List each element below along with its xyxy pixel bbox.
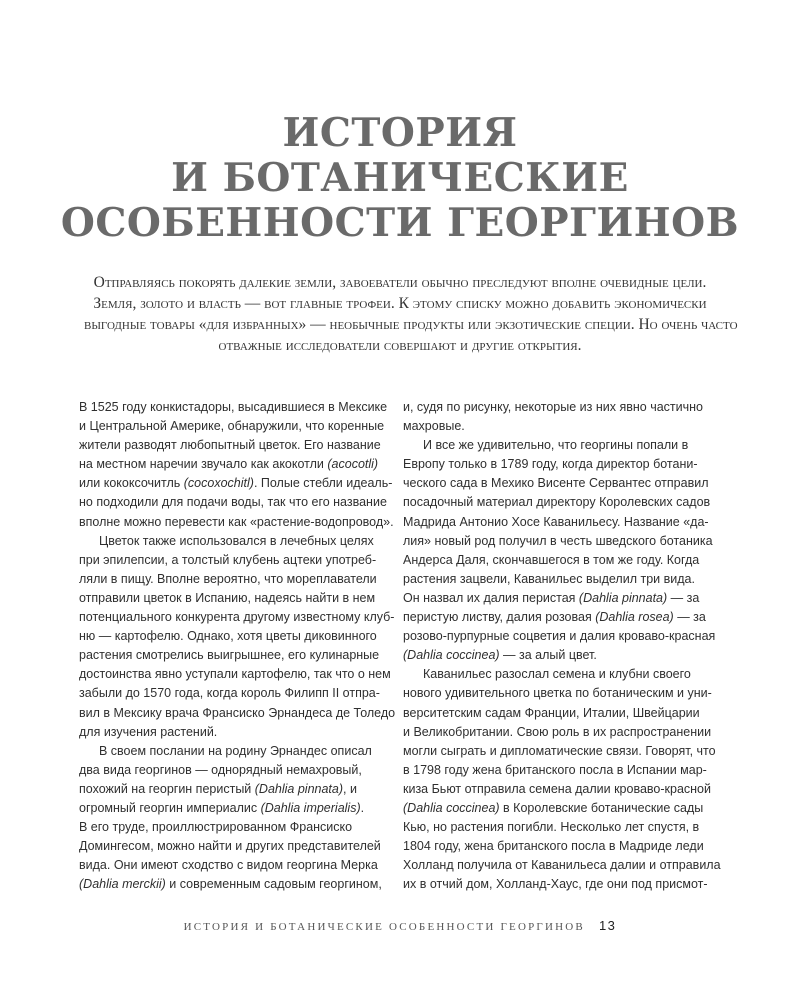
text-line: [79, 761, 384, 780]
lead-line-3: выгодные товары «для избранных» — необычные продукты или экзотические специи. Но очень часто: [84, 316, 738, 333]
text-run: Андерса Даля, скончавшегося в том же году. Когда: [403, 552, 700, 567]
body-column-left: [79, 398, 396, 894]
text-line: [79, 818, 384, 837]
title-line-1: ИСТОРИЯ: [282, 110, 518, 157]
text-line: [79, 875, 384, 894]
text-line: [403, 551, 708, 570]
text-run: махровые.: [403, 419, 465, 434]
text-line: [403, 723, 712, 742]
title-line-3: ОСОБЕННОСТИ ГЕОРГИНОВ: [60, 200, 740, 247]
text-run: . Полые стебли идеаль-: [253, 476, 393, 491]
text-run: вполне можно перевести как «растение-водопровод».: [79, 514, 394, 529]
lead-line-4: отважные исследователи совершают и другие открытия.: [218, 337, 582, 354]
text-line: [79, 513, 394, 532]
text-run: Домингесом, можно найти и других представителей: [79, 839, 381, 854]
text-line: [403, 646, 708, 665]
text-run: В 1525 году конкистадоры, высадившиеся в Мексике: [79, 400, 388, 414]
text-line: [79, 455, 384, 474]
lead-paragraph: [84, 272, 738, 356]
text-run: Холланд получила от Каванильеса далии и отправила: [403, 858, 721, 873]
text-line: [79, 723, 384, 742]
body-column-right: [403, 398, 721, 894]
text-run: В своем послании на родину Эрнандес описал: [99, 743, 372, 758]
text-run: растения зацвели, Каванильес выделил три вида.: [403, 571, 695, 586]
text-line: [403, 665, 708, 684]
text-line: [79, 532, 384, 551]
text-line: [79, 684, 384, 703]
text-line: [79, 474, 393, 493]
text-run: достоинства явно уступали картофелю, так что о нем: [79, 667, 391, 682]
text-run: и современным садовым георгином,: [165, 877, 382, 892]
text-line: [79, 608, 395, 627]
text-run: но подходили для подачи воды, так что его название: [79, 495, 387, 510]
text-run: огромный георгин империалис: [79, 800, 261, 815]
text-run: вида. Они имеют сходство с видом георгина Мерка: [79, 858, 378, 873]
text-line: [403, 608, 708, 627]
text-run: .: [360, 800, 365, 815]
text-line: [79, 646, 384, 665]
text-run: на местном наречии звучало как акокотли: [79, 457, 328, 472]
text-line: [403, 684, 712, 703]
page-title: [0, 111, 800, 246]
latin-name: (acocotli): [327, 457, 379, 472]
text-run: 1804 году, жена британского посла в Мадриде леди: [403, 839, 704, 854]
text-line: [403, 837, 708, 856]
latin-name: (Dahlia rosea): [595, 610, 674, 625]
text-run: перистую листву, далия розовая: [403, 610, 596, 625]
text-line: [79, 436, 384, 455]
text-run: Европу только в 1789 году, когда директор ботани-: [403, 457, 698, 472]
text-line: [403, 856, 721, 875]
text-run: два вида георгинов — однорядный немахровый,: [79, 762, 362, 777]
text-line: [79, 627, 384, 646]
text-run: ческого сада в Мехико Висенте Сервантес отправил: [403, 476, 709, 491]
latin-name: (Dahlia coccinea): [403, 648, 500, 663]
page-footer: [0, 918, 800, 933]
running-title: ИСТОРИЯ И БОТАНИЧЕСКИЕ ОСОБЕННОСТИ ГЕОРГИНОВ: [183, 921, 585, 933]
text-run: вил в Мексику врача Франсиско Эрнандеса де Толедо: [79, 705, 396, 720]
text-run: растения смотрелись выигрышнее, его кулинарные: [79, 648, 380, 663]
text-run: ляли в пищу. Вполне вероятно, что мореплаватели: [79, 571, 377, 586]
text-run: в Королевские ботанические сады: [499, 800, 704, 815]
text-line: [403, 742, 716, 761]
text-run: верситетским садам Франции, Италии, Швейцарии: [403, 705, 700, 720]
latin-name: (Dahlia pinnata): [254, 781, 344, 796]
text-run: Цветок также использовался в лечебных целях: [99, 533, 374, 548]
text-run: в 1798 году жена британского посла в Испании мар-: [403, 762, 707, 777]
text-run: их в отчий дом, Холланд-Хаус, где они под присмот-: [403, 877, 708, 892]
latin-name: (Dahlia imperialis): [260, 800, 361, 815]
latin-name: (Dahlia coccinea): [403, 800, 500, 815]
text-run: похожий на георгин перистый: [79, 781, 255, 796]
text-run: и, судя по рисунку, некоторые из них явно частично: [403, 400, 703, 414]
text-run: лия» новый род получил в честь шведского ботаника: [403, 533, 713, 548]
text-line: [403, 474, 708, 493]
text-line: [403, 513, 708, 532]
text-run: потенциального конкурента другому известному клуб-: [79, 610, 395, 625]
text-run: или кококсочитль: [79, 476, 184, 491]
lead-line-2: Земля, золото и власть — вот главные трофеи. К этому списку можно добавить экономически: [93, 295, 707, 312]
text-line: [403, 570, 708, 589]
text-line: [79, 856, 384, 875]
text-run: Он назвал их далия перистая: [403, 590, 579, 605]
text-line: [79, 493, 387, 512]
text-line: [403, 875, 708, 894]
latin-name: (cocoxochitl): [183, 476, 254, 491]
text-line: [403, 398, 708, 417]
text-run: и Центральной Америке, обнаружили, что коренные: [79, 419, 385, 434]
text-line: [79, 704, 396, 723]
text-line: [403, 532, 713, 551]
text-line: [403, 799, 708, 818]
text-run: Мадрида Антонио Хосе Каванильесу. Название «да-: [403, 514, 709, 529]
text-line: [79, 398, 388, 417]
text-line: [79, 551, 384, 570]
text-line: [79, 570, 384, 589]
text-line: [403, 436, 708, 455]
text-line: [79, 837, 384, 856]
text-line: [79, 742, 384, 761]
latin-name: (Dahlia merckii): [79, 877, 166, 892]
latin-name: (Dahlia pinnata): [578, 590, 668, 605]
text-line: [403, 493, 711, 512]
text-run: ню — картофелю. Однако, хотя цветы диковинного: [79, 629, 377, 644]
text-run: отправили цветок в Испанию, надеясь найти в нем: [79, 590, 376, 605]
text-line: [403, 455, 708, 474]
text-run: посадочный материал директору Королевских садов: [403, 495, 711, 510]
text-line: [79, 665, 391, 684]
text-run: и Великобритании. Свою роль в их распространении: [403, 724, 712, 739]
text-line: [403, 417, 708, 436]
text-run: киза Бьют отправила семена далии кроваво-красной: [403, 781, 711, 796]
title-line-2: И БОТАНИЧЕСКИЕ: [171, 155, 629, 202]
text-run: И все же удивительно, что георгины попали в: [423, 438, 689, 453]
text-line: [403, 818, 708, 837]
text-line: [403, 704, 708, 723]
text-run: нового удивительного цветка по ботаническим и уни-: [403, 686, 712, 701]
text-line: [79, 589, 384, 608]
text-run: жители разводят любопытный цветок. Его название: [79, 438, 381, 453]
text-run: Кью, но растения погибли. Несколько лет спустя, в: [403, 820, 700, 835]
text-line: [403, 780, 711, 799]
text-run: Каванильес разослал семена и клубни своего: [423, 667, 691, 682]
text-run: В его труде, проиллюстрированном Франсиско: [79, 820, 353, 835]
text-run: — за: [667, 590, 700, 605]
text-run: — за алый цвет.: [499, 648, 597, 663]
text-line: [79, 780, 384, 799]
text-run: при эпилепсии, а толстый клубень ацтеки употреб-: [79, 552, 377, 567]
text-run: — за: [673, 610, 706, 625]
page-number: 13: [598, 918, 617, 933]
text-line: [79, 417, 384, 436]
text-run: розово-пурпурные соцветия и далия кроваво-красная: [403, 629, 716, 644]
text-line: [403, 627, 716, 646]
text-run: могли сыграть и дипломатические связи. Говорят, что: [403, 743, 716, 758]
text-line: [79, 799, 384, 818]
text-run: , и: [343, 781, 357, 796]
text-line: [403, 761, 708, 780]
lead-line-1: Отправляясь покорять далекие земли, завоеватели обычно преследуют вполне очевидные цели.: [93, 274, 707, 291]
text-line: [403, 589, 708, 608]
text-run: для изучения растений.: [79, 724, 218, 739]
text-run: забыли до 1570 года, когда король Филипп II отпра-: [79, 686, 380, 701]
